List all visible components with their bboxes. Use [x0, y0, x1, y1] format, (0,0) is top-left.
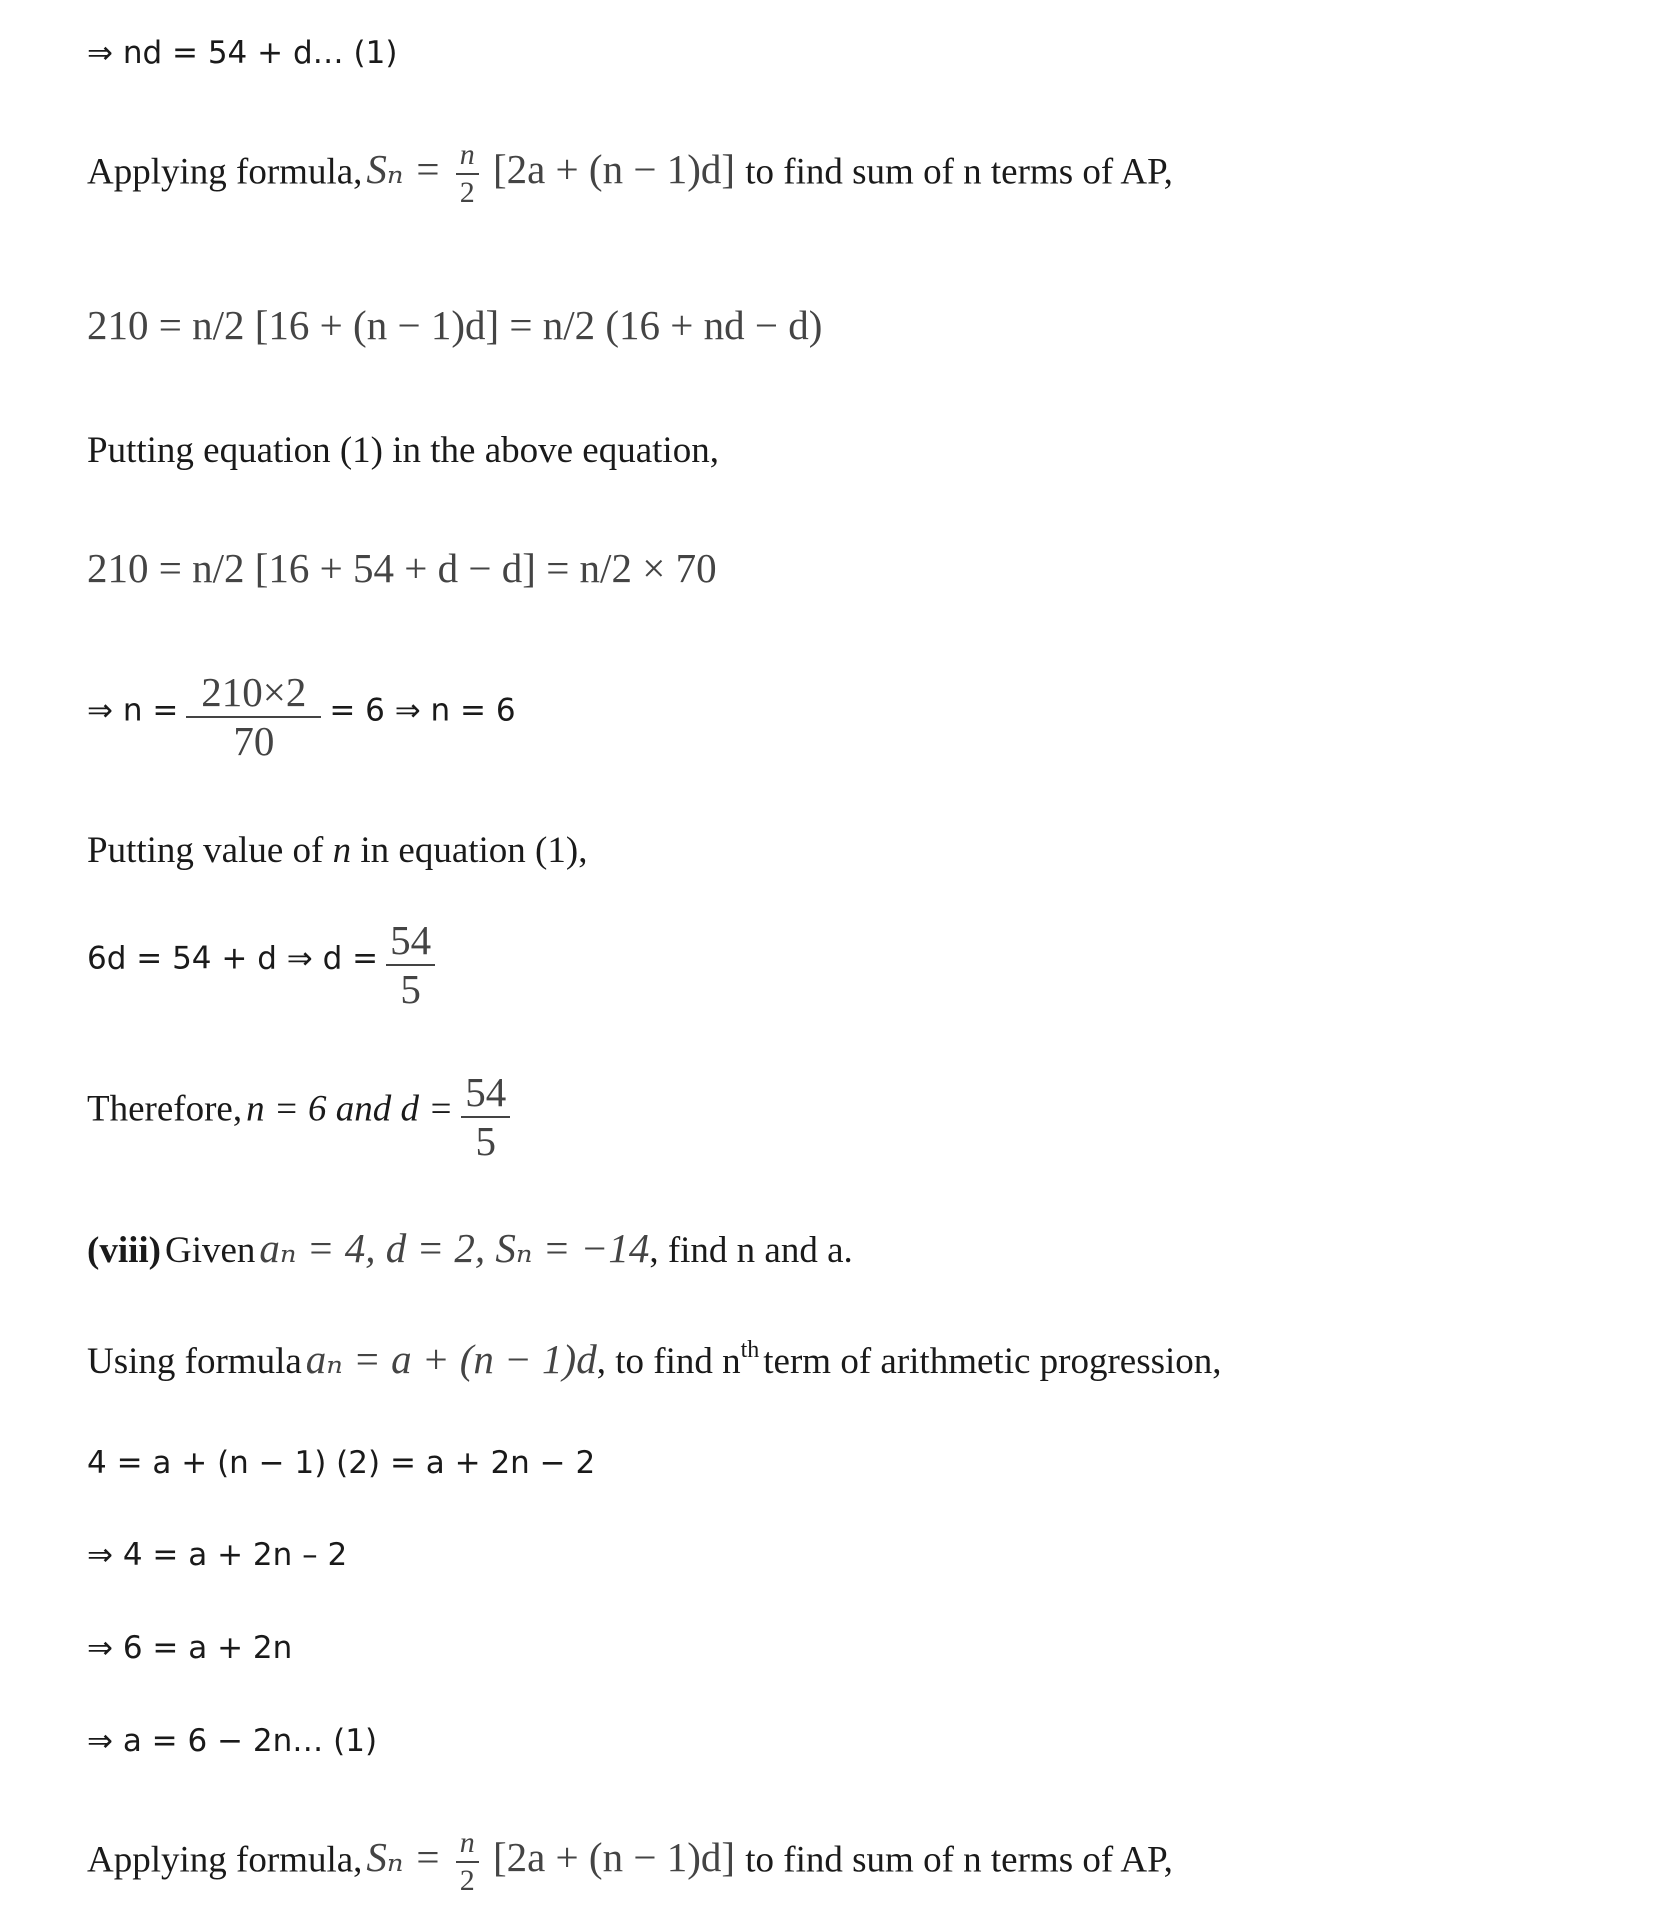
text-using-formula: Using formula: [87, 1341, 302, 1382]
text-given: Given: [164, 1230, 256, 1271]
question-viii: [87, 1225, 853, 1271]
text-putting-value: Putting value of n in equation (1),: [87, 830, 588, 871]
equation-n-solve: [87, 669, 516, 764]
formula-line-sum-2: [87, 1828, 1173, 1896]
superscript-th: th: [740, 1337, 760, 1363]
text-applying-formula-2: Applying formula,: [87, 1839, 363, 1881]
sn-lhs: Sₙ =: [366, 146, 442, 193]
text-n-and-d: n = 6 and d =: [246, 1088, 454, 1130]
question-label: (viii): [87, 1230, 161, 1271]
equation-line-12: 4 = a + (n − 1) (2) = a + 2n − 2: [87, 1445, 596, 1481]
sum-formula: [366, 138, 745, 209]
text-therefore: Therefore,: [87, 1088, 243, 1130]
given-values: aₙ = 4, d = 2, Sₙ = −14: [259, 1225, 650, 1271]
equation-line-3: 210 = n/2 [16 + (n − 1)d] = n/2 (16 + nd − d): [87, 302, 823, 348]
nth-term-formula: aₙ = a + (n − 1)d: [305, 1336, 597, 1382]
n-equals-label: ⇒ n =: [87, 692, 179, 729]
text-to-find-nth: , to find n: [596, 1341, 741, 1382]
formula-line-sum: [87, 140, 1173, 208]
text-to-find-sum: to find sum of n terms of AP,: [745, 151, 1173, 193]
half-fraction: $\frac{n}{2}$: [456, 140, 479, 208]
text-to-find-sum-2: to find sum of n terms of AP,: [745, 1839, 1173, 1881]
equation-d-solve: [87, 917, 439, 1012]
text-find-n-and-a: , find n and a.: [649, 1230, 853, 1271]
text-term-of-ap: term of arithmetic progression,: [763, 1341, 1222, 1382]
sum-formula-2: Sₙ = $\frac{n}{2}$ [2a + (n − 1)d]: [366, 1826, 736, 1897]
sn-rhs: [2a + (n − 1)d]: [492, 146, 736, 193]
equation-line-1: ⇒ nd = 54 + d… (1): [87, 35, 398, 71]
n-result: = 6 ⇒ n = 6: [329, 692, 516, 729]
fraction-210x2-over-70: $\frac{210\times 2}{70}$: [186, 672, 321, 762]
nth-term-formula-line: [87, 1338, 1222, 1380]
text-putting-equation: Putting equation (1) in the above equation,: [87, 430, 719, 471]
therefore-line: [87, 1069, 514, 1164]
text-applying-formula: Applying formula,: [87, 151, 363, 193]
equation-line-14: ⇒ 6 = a + 2n: [87, 1630, 293, 1666]
equation-line-13: ⇒ 4 = a + 2n – 2: [87, 1537, 348, 1573]
equation-line-5: 210 = n/2 [16 + 54 + d − d] = n/2 × 70: [87, 545, 717, 591]
equation-line-15: ⇒ a = 6 − 2n… (1): [87, 1723, 378, 1759]
fraction-54-over-5: $\frac{54}{5}$: [386, 920, 435, 1010]
d-equation: 6d = 54 + d ⇒ d =: [87, 940, 379, 977]
fraction-54-over-5-result: $\frac{54}{5}$: [461, 1072, 510, 1162]
